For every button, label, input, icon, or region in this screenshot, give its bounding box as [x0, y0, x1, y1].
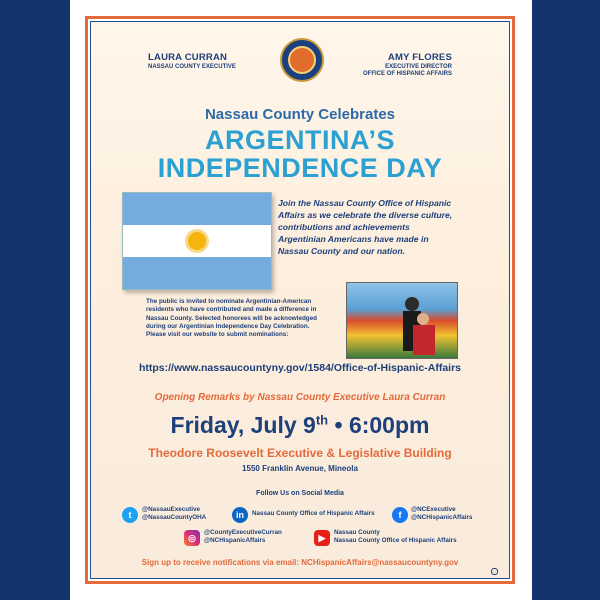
intro-paragraph: [278, 197, 483, 257]
website-link[interactable]: https://www.nassaucountyny.gov/1584/Office-of-Hispanic-Affairs: [138, 362, 462, 374]
youtube-handle[interactable]: Nassau County Office of Hispanic Affairs: [334, 537, 457, 544]
event-date: Friday, July 9: [170, 412, 316, 438]
nomination-line: Nassau County. Selected honorees will be acknowledged: [146, 314, 317, 322]
nomination-line: during our Argentinian Independence Day Celebration.: [146, 322, 310, 330]
event-date-time: [90, 412, 510, 439]
instagram-handles: [204, 529, 282, 545]
intro-line: Argentinian Americans have made in: [278, 234, 429, 244]
linkedin-handle[interactable]: Nassau County Office of Hispanic Affairs: [252, 510, 375, 517]
youtube-handle[interactable]: Nassau County: [334, 529, 380, 536]
right-official-title-2: OFFICE OF HISPANIC AFFAIRS: [362, 71, 452, 77]
intro-line: Affairs as we celebrate the diverse culture,: [278, 210, 453, 220]
nomination-paragraph: [146, 298, 346, 339]
nomination-line: Please visit our website to submit nominations:: [146, 331, 289, 339]
intro-line: Nassau County and our nation.: [278, 246, 406, 256]
left-official-title: NASSAU COUNTY EXECUTIVE: [148, 64, 236, 70]
nomination-line: The public is invited to nominate Argentinian-American: [146, 298, 312, 305]
left-official-name: LAURA CURRAN: [148, 52, 228, 63]
sun-of-may-icon: [188, 232, 206, 250]
title-line-3: INDEPENDENCE DAY: [157, 153, 443, 183]
youtube-handles: [334, 529, 457, 545]
email-signup[interactable]: Sign up to receive notifications via email: NCHispanicAffairs@nassaucountyny.gov: [141, 558, 459, 567]
linkedin-icon[interactable]: in: [232, 507, 248, 523]
opening-remarks: Opening Remarks by Nassau County Executive Laura Curran: [154, 392, 446, 403]
event-time: • 6:00pm: [328, 412, 430, 438]
tango-dancers-photo: [346, 282, 458, 359]
instagram-handle[interactable]: @CountyExecutiveCurran: [204, 529, 282, 536]
right-official-title-1: EXECUTIVE DIRECTOR: [385, 64, 452, 70]
union-bug-icon: ◌: [493, 569, 496, 574]
nomination-line: residents who have contributed and made a difference in: [146, 306, 317, 314]
date-suffix: th: [315, 412, 329, 428]
facebook-handle[interactable]: @NCHispanicAffairs: [411, 514, 473, 521]
instagram-handle[interactable]: @NCHispanicAffairs: [204, 537, 266, 544]
instagram-icon[interactable]: ◎: [184, 530, 200, 546]
twitter-handles: [142, 506, 206, 522]
youtube-icon[interactable]: ▶: [314, 530, 330, 546]
argentina-flag-image: [122, 192, 272, 290]
title-line-1: Nassau County Celebrates: [204, 106, 396, 123]
twitter-handle[interactable]: @NassauCountyOHA: [142, 514, 207, 521]
intro-line: Join the Nassau County Office of Hispanic: [278, 198, 452, 208]
facebook-icon[interactable]: f: [392, 507, 408, 523]
intro-line: contributions and achievements: [278, 222, 410, 232]
right-official-name: AMY FLORES: [387, 52, 452, 63]
facebook-handle[interactable]: @NCExecutive: [411, 506, 456, 513]
title-line-2: ARGENTINA’S: [204, 125, 396, 155]
twitter-handle[interactable]: @NassauExecutive: [142, 506, 200, 513]
venue-address: 1550 Franklin Avenue, Mineola: [242, 464, 358, 473]
twitter-icon[interactable]: t: [122, 507, 138, 523]
venue-name: Theodore Roosevelt Executive & Legislative Building: [148, 446, 452, 460]
follow-heading: Follow Us on Social Media: [256, 490, 344, 497]
facebook-handles: [411, 506, 472, 522]
county-seal-icon: [280, 38, 324, 82]
